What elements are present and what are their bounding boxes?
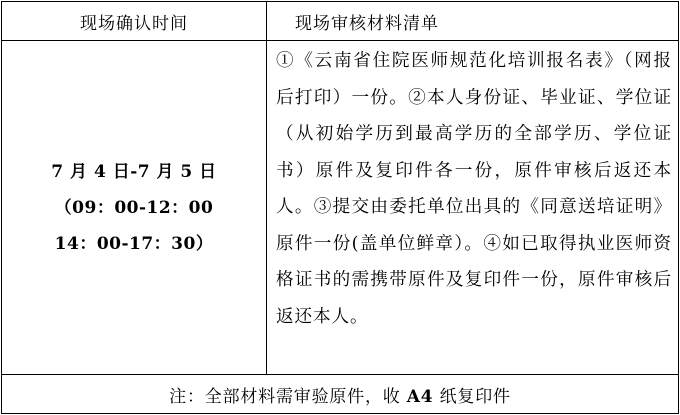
table-note-row [2,375,679,414]
header-time-column: 现场确认时间 [2,2,267,41]
time-date-range: 7 月 4 日-7 月 5 日 [51,161,217,182]
note-prefix: 注：全部材料需审验原件，收 [169,386,407,407]
header-materials-column: 现场审核材料清单 [267,2,679,41]
time-morning-hours: （09：00-12：00 [54,197,214,218]
note-suffix: 纸复印件 [433,386,511,407]
note-cell [2,375,679,414]
table-body-row [2,41,679,375]
note-paper-size: A4 [406,386,434,407]
table-header-row [2,2,679,41]
materials-list-text: ①《云南省住院医师规范化培训报名表》（网报后打印）一份。②本人身份证、毕业证、学位证（从初始学历到最高学历的全部学历、学位证书）原件及复印件各一份，原件审核后返还本人。③提交由委托单位出具的《同意送培证明》原件一份(盖单位鲜章）。④如已取得执业医师资格证书的需携带原件及复印件一份，原件审核后返还本人。 [276,51,672,327]
onsite-verification-table [1,1,679,414]
time-afternoon-hours: 14：00-17：30） [54,233,214,254]
confirmation-time-cell [2,41,267,375]
materials-list-cell [267,41,679,375]
